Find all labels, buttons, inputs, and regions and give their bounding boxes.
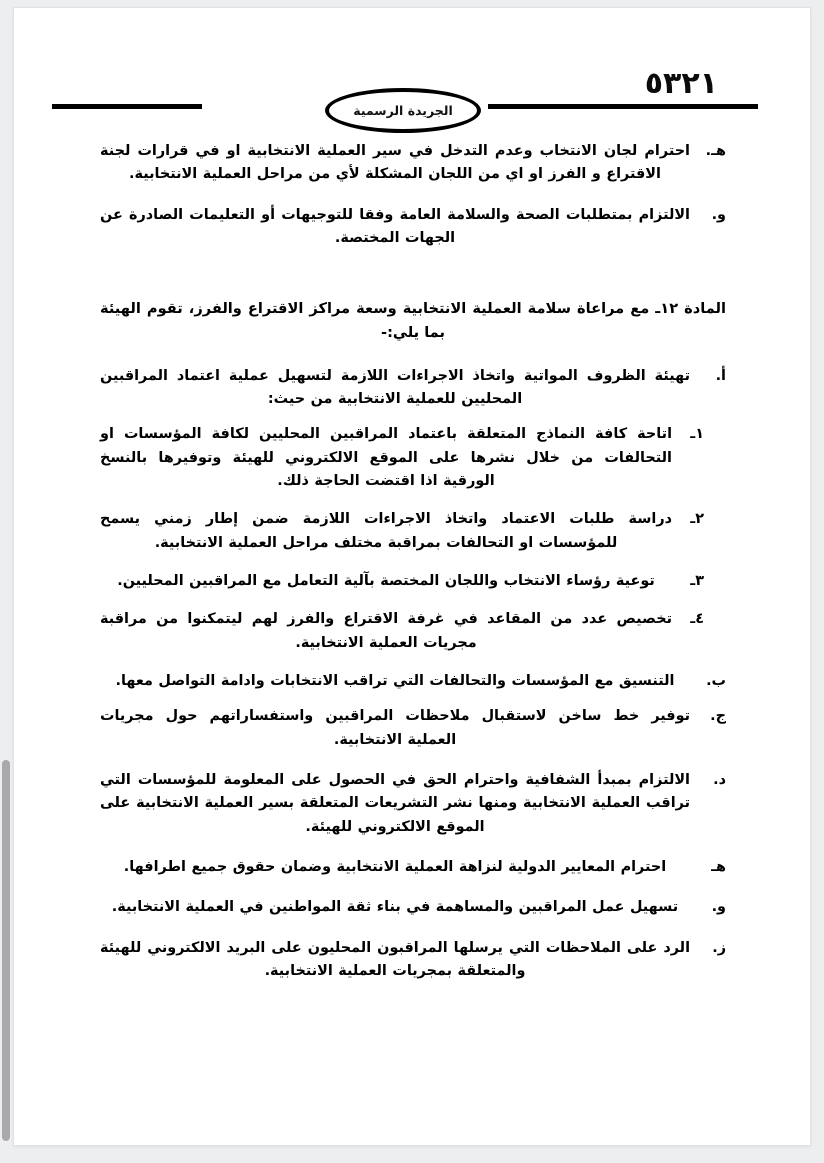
clause-text: التنسيق مع المؤسسات والتحالفات التي تراقب الانتخابات وادامة التواصل معها. — [115, 672, 675, 689]
clause-text: الالتزام بمتطلبات الصحة والسلامة العامة وفقا للتوجيهات أو التعليمات الصادرة عن الجهات المختصة. — [100, 206, 690, 246]
article-heading: المادة ١٢ـ مع مراعاة سلامة العملية الانتخابية وسعة مراكز الاقتراع والفرز، تقوم الهيئة بما يلي:- — [100, 300, 727, 341]
clause-item — [100, 937, 726, 984]
clause-item — [100, 769, 726, 839]
sub-clause-item — [100, 423, 704, 493]
clause-marker: أ. — [715, 367, 726, 384]
header-rule-left — [52, 104, 202, 109]
clause-item — [100, 140, 726, 187]
page-body — [100, 140, 726, 1000]
page-header — [14, 8, 810, 136]
clause-text: الرد على الملاحظات التي يرسلها المراقبون المحليون على البريد الالكتروني للهيئة والمتعلقة بمجريات العملية الانتخابية. — [100, 939, 690, 979]
clause-marker: د. — [713, 771, 726, 788]
gazette-title-badge — [325, 88, 481, 133]
clause-text: احترام المعايير الدولية لنزاهة العملية الانتخابية وضمان حقوق جميع اطرافها. — [123, 858, 667, 875]
clause-marker: هـ. — [705, 143, 726, 159]
sub-clause-text: توعية رؤساء الانتخاب واللجان المختصة بآلية التعامل مع المراقبين المحليين. — [117, 572, 655, 589]
clause-item — [100, 204, 726, 251]
clause-marker: و. — [711, 899, 726, 916]
scrollbar-thumb[interactable] — [2, 760, 10, 1141]
clause-item — [100, 856, 726, 879]
sub-clause-text: تخصيص عدد من المقاعد في غرفة الاقتراع والفرز لهم ليتمكنوا من مراقبة مجريات العملية الانتخابية. — [100, 611, 672, 651]
clause-text: تسهيل عمل المراقبين والمساهمة في بناء ثقة المواطنين في العملية الانتخابية. — [111, 899, 679, 916]
header-rule-right — [488, 104, 758, 109]
clause-marker: و. — [711, 206, 726, 223]
page-number: ٥٣٢١ — [644, 66, 718, 101]
clause-marker: ج. — [710, 708, 726, 725]
clause-text: احترام لجان الانتخاب وعدم التدخل في سير العملية الانتخابية او في قرارات لجنة الاقتراع و الفرز او اي من اللجان المشكلة لأي من مراحل العملية الانتخابية. — [100, 143, 690, 183]
clause-item — [100, 670, 726, 693]
sub-clause-text: دراسة طلبات الاعتماد واتخاذ الاجراءات اللازمة ضمن إطار زمني يسمح للمؤسسات او التحالفات بمراقبة مختلف مراحل العملية الانتخابية. — [100, 511, 672, 551]
clause-item — [100, 705, 726, 752]
sub-clause-text: اتاحة كافة النماذج المتعلقة باعتماد المراقبين المحليين لكافة المؤسسات او التحالفات من خلال نشرها على الموقع الالكتروني للهيئة وتوفيرها بالنسخ الورقية اذا اقتضت الحاجة ذلك. — [100, 426, 672, 489]
clause-item — [100, 365, 726, 412]
clause-item — [100, 896, 726, 919]
sub-clause-item — [100, 570, 704, 593]
sub-clause-marker: ٤ـ — [690, 611, 704, 628]
clause-marker: هـ — [711, 858, 726, 875]
clause-text: تهيئة الظروف المواتية واتخاذ الاجراءات اللازمة لتسهيل عملية اعتماد المراقبين المحليين للعملية الانتخابية من حيث: — [100, 367, 690, 407]
clause-marker: ب. — [706, 672, 726, 689]
gazette-title: الجريدة الرسمية — [353, 103, 453, 118]
sub-clause-marker: ١ـ — [690, 426, 704, 443]
clause-text: الالتزام بمبدأ الشفافية واحترام الحق في الحصول على المعلومة للمؤسسات التي تراقب العملية الانتخابية ومنها نشر التشريعات المتعلقة بسير العملية الانتخابية على الموقع الالكتروني للهيئة. — [100, 771, 690, 835]
sub-clause-item — [100, 508, 704, 555]
sub-clause-marker: ٣ـ — [690, 572, 704, 589]
section-gap — [100, 267, 726, 297]
clause-text: توفير خط ساخن لاستقبال ملاحظات المراقبين واستفساراتهم حول مجريات العملية الانتخابية. — [100, 708, 690, 748]
sub-clause-item — [100, 608, 704, 655]
sub-clause-marker: ٢ـ — [690, 511, 704, 528]
clause-marker: ز. — [712, 939, 726, 956]
document-page — [14, 8, 810, 1145]
vertical-scrollbar[interactable] — [0, 0, 11, 1163]
